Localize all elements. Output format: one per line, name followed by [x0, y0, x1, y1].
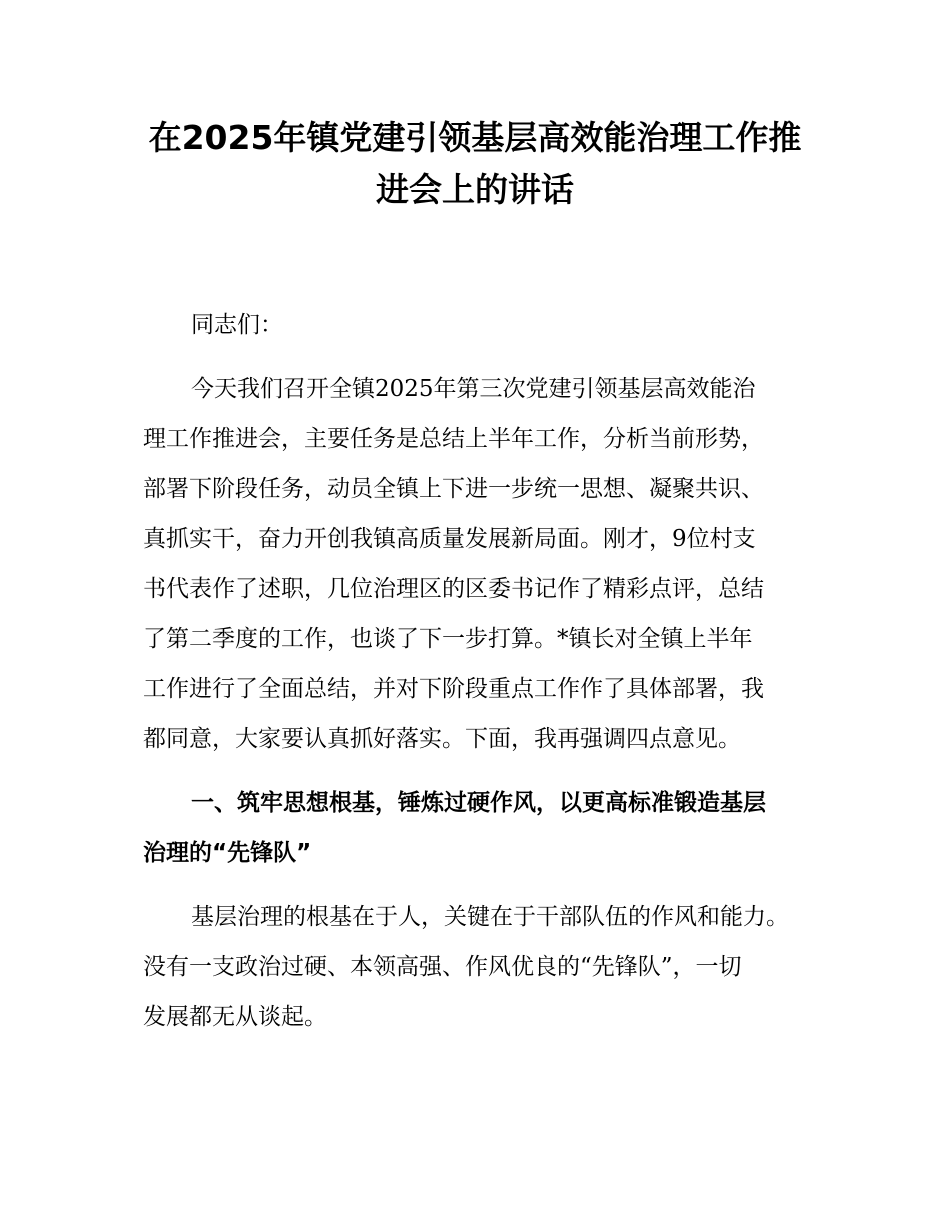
- paragraph-opening: [143, 364, 813, 764]
- paragraph-line: 部署下阶段任务，动员全镇上下进一步统一思想、凝聚共识、: [143, 476, 764, 502]
- paragraph-line: 没有一支政治过硬、本领高强、作风优良的“先锋队”，一切: [143, 954, 742, 980]
- paragraph-line: 工作进行了全面总结，并对下阶段重点工作作了具体部署，我: [143, 676, 764, 702]
- paragraph-line: 了第二季度的工作，也谈了下一步打算。*镇长对全镇上半年: [143, 626, 753, 652]
- paragraph-line: 理工作推进会，主要任务是总结上半年工作，分析当前形势，: [143, 426, 764, 452]
- heading-line: 一、筑牢思想根基，锤炼过硬作风，以更高标准锻造基层: [191, 790, 766, 816]
- heading-line: 治理的“先锋队”: [143, 840, 312, 866]
- paragraph-line: 书代表作了述职，几位治理区的区委书记作了精彩点评，总结: [143, 576, 764, 602]
- paragraph-line: 发展都无从谈起。: [143, 1004, 327, 1030]
- title-line: 进会上的讲话: [376, 170, 574, 209]
- section-heading-1: [143, 778, 813, 878]
- title-line: 在2025年镇党建引领基层高效能治理工作推: [148, 118, 802, 157]
- document-title: [130, 112, 820, 216]
- paragraph-line: 基层治理的根基在于人，关键在于干部队伍的作风和能力。: [191, 904, 789, 930]
- paragraph-line: 都同意，大家要认真抓好落实。下面，我再强调四点意见。: [143, 726, 741, 752]
- greeting-text: 同志们：: [191, 312, 283, 338]
- greeting: [143, 300, 813, 350]
- paragraph-line: 今天我们召开全镇2025年第三次党建引领基层高效能治: [191, 376, 756, 402]
- paragraph-section-1: [143, 892, 813, 1042]
- paragraph-line: 真抓实干，奋力开创我镇高质量发展新局面。刚才，9位村支: [143, 526, 756, 552]
